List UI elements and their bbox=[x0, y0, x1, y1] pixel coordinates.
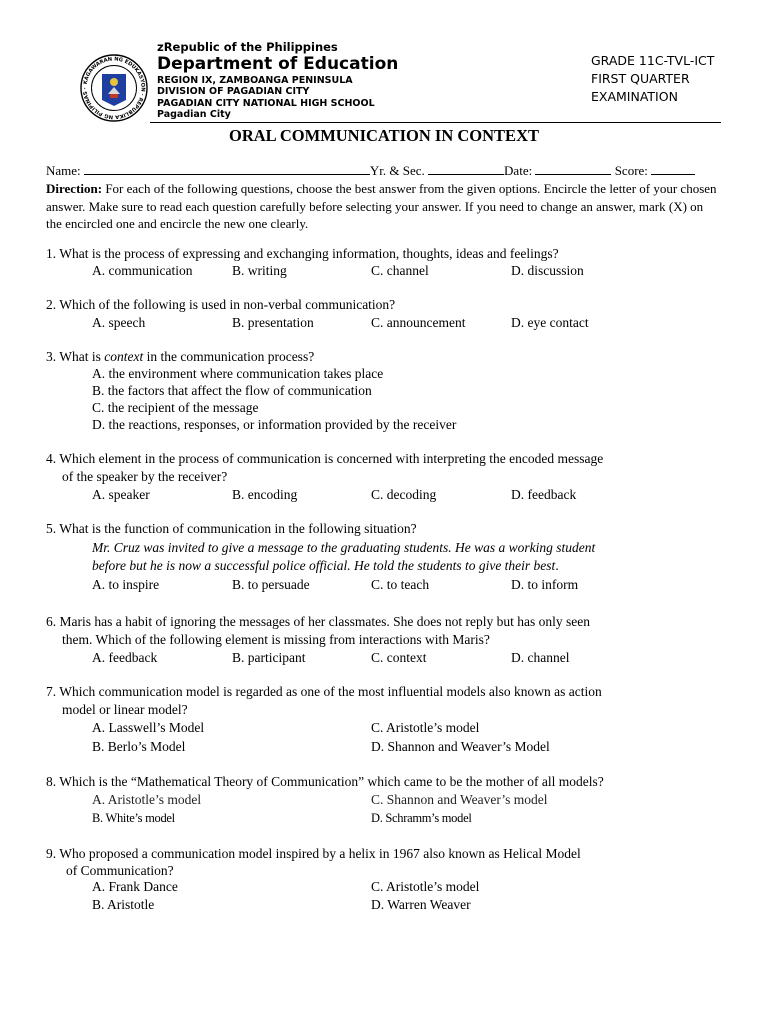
q3-option-a[interactable]: A. the environment where communication takes place bbox=[92, 366, 384, 381]
question-5: 5. What is the function of communication in the following situation? bbox=[46, 521, 417, 536]
exam-label: EXAMINATION bbox=[591, 89, 678, 104]
date-field[interactable] bbox=[535, 163, 611, 175]
deped-seal-logo bbox=[80, 54, 148, 122]
header-right-block bbox=[591, 52, 714, 106]
q2-option-d[interactable]: D. eye contact bbox=[511, 315, 589, 330]
q7-option-c[interactable]: C. Aristotle’s model bbox=[371, 720, 480, 735]
name-label: Name: bbox=[46, 163, 81, 178]
q1-option-c[interactable]: C. channel bbox=[371, 263, 429, 278]
question-3-pre: 3. What is bbox=[46, 349, 105, 364]
q8-option-d[interactable]: D. Schramm’s model bbox=[371, 811, 472, 825]
q1-option-a[interactable]: A. communication bbox=[92, 263, 193, 278]
republic-label: zRepublic of the Philippines bbox=[157, 40, 338, 54]
q3-option-b[interactable]: B. the factors that affect the flow of communication bbox=[92, 383, 372, 398]
yrsec-label: Yr. & Sec. bbox=[369, 163, 425, 178]
q2-option-c[interactable]: C. announcement bbox=[371, 315, 466, 330]
direction-label: Direction: bbox=[46, 181, 103, 196]
q4-option-a[interactable]: A. speaker bbox=[92, 487, 150, 502]
question-2: 2. Which of the following is used in non-verbal communication? bbox=[46, 297, 396, 312]
q4-option-b[interactable]: B. encoding bbox=[232, 487, 298, 502]
q9-option-b[interactable]: B. Aristotle bbox=[92, 897, 155, 912]
q7-option-a[interactable]: A. Lasswell’s Model bbox=[92, 720, 205, 735]
q2-option-a[interactable]: A. speech bbox=[92, 315, 146, 330]
division-label: DIVISION OF PAGADIAN CITY bbox=[157, 86, 310, 97]
q7-option-b[interactable]: B. Berlo’s Model bbox=[92, 739, 186, 754]
situation-line-1 bbox=[92, 540, 595, 556]
score-label: Score: bbox=[614, 163, 648, 178]
q2-option-b[interactable]: B. presentation bbox=[232, 315, 314, 330]
q4-option-d[interactable]: D. feedback bbox=[511, 487, 577, 502]
situation-line-2: before but he is now a successful police official. He told the students to give their best. bbox=[92, 558, 559, 573]
q5-option-b[interactable]: B. to persuade bbox=[232, 577, 310, 592]
direction-paragraph bbox=[46, 180, 722, 233]
city-label: Pagadian City bbox=[157, 109, 231, 120]
question-4-cont: of the speaker by the receiver? bbox=[62, 469, 228, 484]
q4-option-c[interactable]: C. decoding bbox=[371, 487, 437, 502]
exam-title: ORAL COMMUNICATION IN CONTEXT bbox=[228, 126, 539, 145]
date-label: Date: bbox=[504, 163, 533, 178]
q8-option-a[interactable]: A. Aristotle’s model bbox=[92, 792, 202, 807]
situation-text-2: before but he is now a successful police official. He told the students to give their best bbox=[92, 558, 556, 573]
svg-text:KAGAWARAN NG EDUKASYON · REPUB: KAGAWARAN NG EDUKASYON · REPUBLIKA NG PILIPINAS · bbox=[82, 56, 146, 120]
direction-text: For each of the following questions, choose the best answer from the given options. Encircle the letter of your chosen answer. Make sure to read each question carefully before selecting your answer. If you need to change an answer, mark (X) on the encircled one and encircle the new one clearly. bbox=[46, 181, 717, 231]
q6-option-d[interactable]: D. channel bbox=[511, 650, 570, 665]
question-4: 4. Which element in the process of communication is concerned with interpreting the encoded message bbox=[46, 451, 604, 466]
question-3-post: in the communication process? bbox=[143, 349, 315, 364]
q9-option-a[interactable]: A. Frank Dance bbox=[92, 879, 178, 894]
q3-option-d[interactable]: D. the reactions, responses, or information provided by the receiver bbox=[92, 417, 457, 432]
question-9-cont: of Communication? bbox=[66, 863, 174, 878]
header-divider bbox=[150, 122, 721, 123]
question-3 bbox=[46, 349, 314, 365]
department-name: Department of Education bbox=[157, 53, 399, 74]
q9-option-d[interactable]: D. Warren Weaver bbox=[371, 897, 471, 912]
question-3-em: context bbox=[104, 349, 144, 364]
q7-option-d[interactable]: D. Shannon and Weaver’s Model bbox=[371, 739, 550, 754]
q5-option-a[interactable]: A. to inspire bbox=[92, 577, 160, 592]
question-6-cont: them. Which of the following element is missing from interactions with Maris? bbox=[62, 632, 490, 647]
yrsec-field[interactable] bbox=[428, 163, 504, 175]
score-field[interactable] bbox=[651, 163, 695, 175]
question-8: 8. Which is the “Mathematical Theory of Communication” which came to be the mother of all models? bbox=[46, 774, 604, 789]
q8-option-b[interactable]: B. White’s model bbox=[92, 811, 175, 825]
question-6: 6. Maris has a habit of ignoring the messages of her classmates. She does not reply but has only seen bbox=[46, 614, 591, 629]
q1-option-b[interactable]: B. writing bbox=[232, 263, 287, 278]
quarter-label: FIRST QUARTER bbox=[591, 71, 690, 86]
q6-option-a[interactable]: A. feedback bbox=[92, 650, 158, 665]
header-left-block bbox=[157, 42, 398, 122]
q1-option-d[interactable]: D. discussion bbox=[511, 263, 584, 278]
q6-option-b[interactable]: B. participant bbox=[232, 650, 306, 665]
school-name: PAGADIAN CITY NATIONAL HIGH SCHOOL bbox=[157, 97, 375, 109]
question-1: 1. What is the process of expressing and exchanging information, thoughts, ideas and feelings? bbox=[46, 246, 559, 261]
region-label: REGION IX, ZAMBOANGA PENINSULA bbox=[157, 74, 353, 86]
q9-option-c[interactable]: C. Aristotle’s model bbox=[371, 879, 480, 894]
question-7: 7. Which communication model is regarded as one of the most influential models also known as action bbox=[46, 684, 602, 699]
q5-option-c[interactable]: C. to teach bbox=[371, 577, 430, 592]
situation-text-1: Mr. Cruz was invited to give a message to the graduating students. He was a working student bbox=[92, 540, 596, 555]
q6-option-c[interactable]: C. context bbox=[371, 650, 427, 665]
q3-option-c[interactable]: C. the recipient of the message bbox=[92, 400, 259, 415]
q8-option-c[interactable]: C. Shannon and Weaver’s model bbox=[371, 792, 548, 807]
question-9: 9. Who proposed a communication model inspired by a helix in 1967 also known as Helical Model bbox=[46, 846, 581, 861]
q5-option-d[interactable]: D. to inform bbox=[511, 577, 579, 592]
question-7-cont: model or linear model? bbox=[62, 702, 188, 717]
name-field[interactable] bbox=[84, 163, 370, 175]
student-info-line bbox=[46, 163, 695, 179]
grade-label: GRADE 11C-TVL-ICT bbox=[591, 53, 715, 68]
